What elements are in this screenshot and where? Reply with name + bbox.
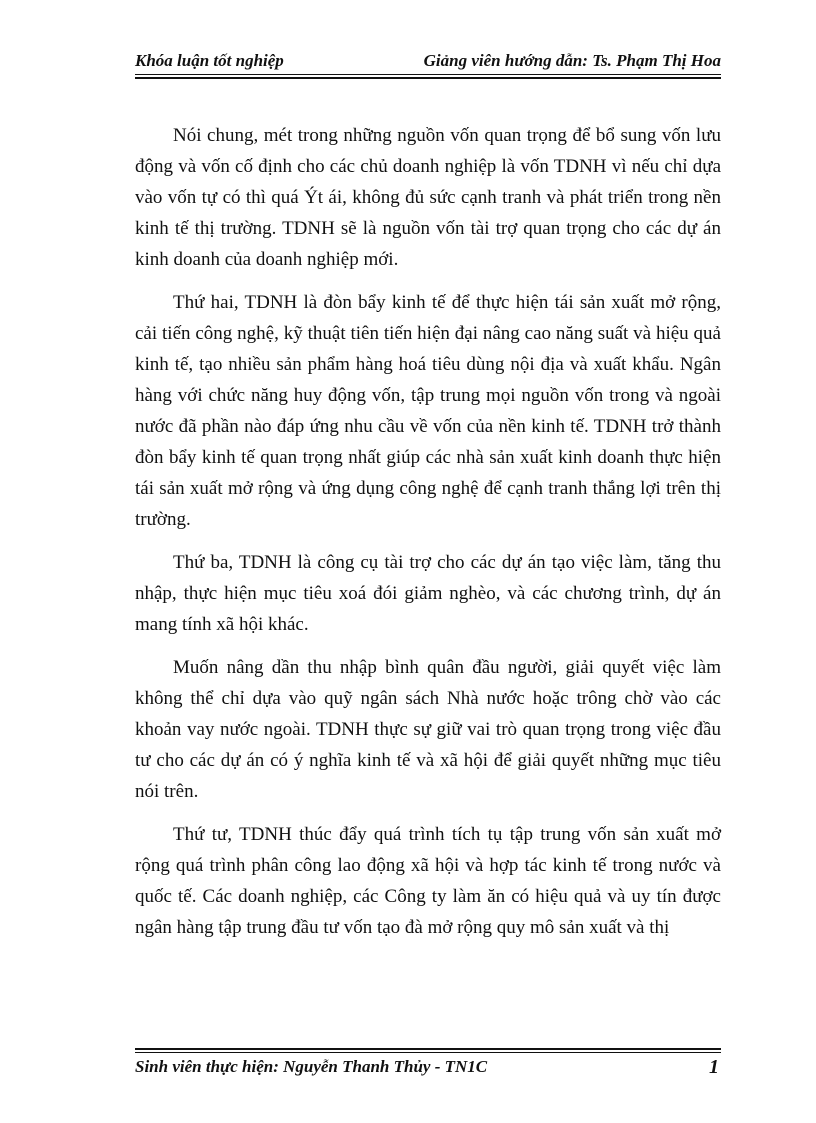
paragraph-1: Nói chung, mét trong những nguồn vốn quan trọng để bổ sung vốn lưu động và vốn cố định cho các chủ doanh nghiệp là vốn TDNH vì nếu chỉ dựa vào vốn tự có thì quá Ýt ái, không đủ sức cạnh tranh và phát triển trong nền kinh tế thị trường. TDNH sẽ là nguồn vốn tài trợ quan trọng cho các dự án kinh doanh của doanh nghiệp mới. [135,125,721,270]
document-body [135,120,721,955]
paragraph-3: Thứ ba, TDNH là công cụ tài trợ cho các dự án tạo việc làm, tăng thu nhập, thực hiện mục tiêu xoá đói giảm nghèo, và các chương trình, dự án mang tính xã hội khác. [135,552,721,635]
student-label: Sinh viên thực hiện: Nguyễn Thanh Thủy - TN1C [135,1057,488,1076]
page-footer [135,1054,721,1080]
footer-rule-thick [135,1048,721,1050]
thesis-label: Khóa luận tốt nghiệp [135,51,284,70]
header-rule-thin [135,74,721,75]
page-header [135,48,721,72]
header-rule-thick [135,77,721,79]
paragraph-5: Thứ tư, TDNH thúc đẩy quá trình tích tụ tập trung vốn sản xuất mở rộng quá trình phân công lao động xã hội và hợp tác kinh tế trong nước và quốc tế. Các doanh nghiệp, các Công ty làm ăn có hiệu quả và uy tín được ngân hàng tập trung đầu tư vốn tạo đà mở rộng quy mô sản xuất và thị [135,824,721,938]
paragraph-4: Muốn nâng dần thu nhập bình quân đầu người, giải quyết việc làm không thể chỉ dựa vào quỹ ngân sách Nhà nước hoặc trông chờ vào các khoản vay nước ngoài. TDNH thực sự giữ vai trò quan trọng trong việc đầu tư cho các dự án có ý nghĩa kinh tế và xã hội để giải quyết những mục tiêu nói trên. [135,657,721,802]
advisor-label: Giảng viên hướng dẫn: Ts. Phạm Thị Hoa [423,51,721,70]
paragraph-2: Thứ hai, TDNH là đòn bẩy kinh tế để thực hiện tái sản xuất mở rộng, cải tiến công nghệ, kỹ thuật tiên tiến hiện đại nâng cao năng suất và hiệu quả kinh tế, tạo nhiều sản phẩm hàng hoá tiêu dùng nội địa và xuất khẩu. Ngân hàng với chức năng huy động vốn, tập trung mọi nguồn vốn trong và ngoài nước đã phần nào đáp ứng nhu cầu về vốn của nền kinh tế. TDNH trở thành đòn bẩy kinh tế quan trọng nhất giúp các nhà sản xuất kinh doanh thực hiện tái sản xuất mở rộng và ứng dụng công nghệ để cạnh tranh thắng lợi trên thị trường. [135,292,721,530]
page-number: 1 [709,1055,719,1078]
footer-rule-thin [135,1052,721,1053]
